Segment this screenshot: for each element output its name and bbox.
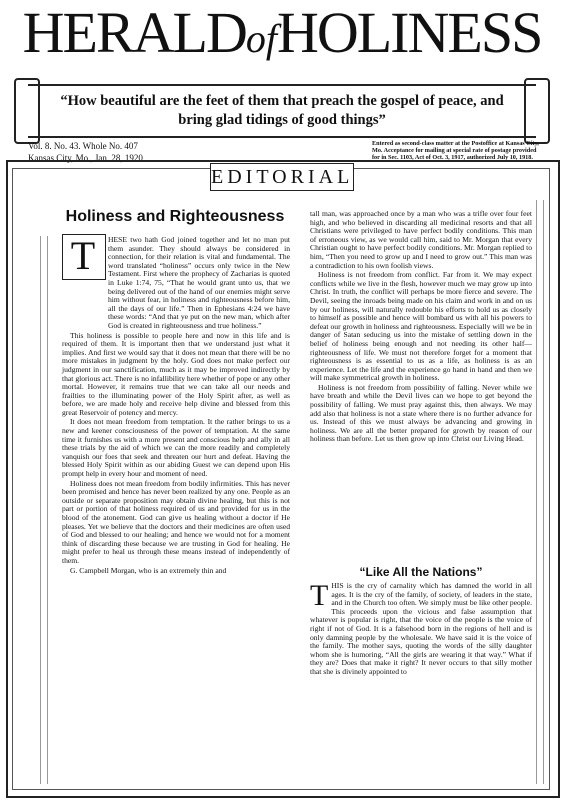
article2-title: “Like All the Nations” (359, 565, 483, 579)
masthead-of: of (245, 16, 277, 61)
article-column-1 (62, 233, 290, 576)
masthead (0, 0, 564, 68)
paragraph: HESE two hath God joined together and let no man put them asunder. They should always be considered in connection, for their relation is vital and fundamental. The word translated “holiness” occurs only twice in the New Testament. First where the prophecy of Zacharias is quoted in Luke 1:74, 75, “That he would grant unto us, that we being delivered out of the hand of our enemies might serve him without fear, in holiness and righteousness before him, all the days of our life.” Then in Ephesians 4:24 we have these words: “And that ye put on the new man, which after God is created in righteousness and true holiness.” (108, 235, 290, 330)
motto-banner (28, 84, 536, 138)
paragraph: It does not mean freedom from temptation. It the rather brings to us a new and keener consciousness of the power of temptation. At the same time it furnishes us with a more present and conscious help and ally in all these trials by the aid of which we can the more readily and completely vanquish our foes that seek and threaten our hurt and defeat. Having the blessed Holy Spirit within as our abiding Guest we can depend upon His prompt help in every hour and moment of need. (62, 417, 290, 479)
paragraph: Holiness is not freedom from possibility of falling. Never while we have breath and while the Devil lives can we hope to get beyond the possibility of falling. We must pray against this, then always. We may add also that holiness is not a state where there is no further advance for us. Instead of this we must always be advancing and growing in holiness. We are all the better prepared for growth by reason of our holiness than before. Let us then grow up into Christ our Living Head. (310, 382, 532, 444)
paragraph: G. Campbell Morgan, who is an extremely thin and (70, 565, 227, 575)
article-title: Holiness and Righteousness (65, 208, 285, 225)
left-rule (40, 236, 48, 784)
date-line: Kansas City, Mo., Jan. 28, 1920 (28, 153, 143, 163)
paragraph: tall man, was approached once by a man who was a trifle over four feet high, and who believed in discarding all medicinal resorts and that all Christians were privileged to have perfect bodily conditions. This man of erroneous view, as we would call him, said to Mr. Morgan that every Christian ought to have perfect bodily conditions. Mr. Morgan replied to him, “Then you need to grow up and I need to grow out.” This man was a contradiction to his own foolish views. (310, 209, 532, 270)
right-rule (536, 200, 544, 784)
paragraph: Holiness does not mean freedom from bodily infirmities. This has never been promised and hence has never been realized by any one. People as an outside or separate proposition may obtain divine healing, but this is not part or portion of that holiness required of us and provided for us in the blood of the atonement. God can give us healing without a doctor if He pleases. Yet we believe that the doctors and their medicines are often used of God and blessed to our healing; and hence we would not for a moment think of discarding these because we are trusting in God for healing. He might prefer to heal us through these means instead of independently of them. (62, 478, 290, 565)
issue-line: Vol. 8. No. 43. Whole No. 407 (28, 141, 138, 151)
article2-dropcap: T (310, 579, 329, 612)
masthead-right: HOLINESS (276, 0, 542, 65)
motto-text: “How beautiful are the feet of them that preach the gospel of peace, and bring glad tidings of good things” (60, 93, 504, 128)
paragraph: This holiness is possible to people here and now in this life and is required of them. It is important then that we understand just what it implies. And first we would say that it does not mean that there will be no more mistakes in judgment by the holy. God does not make perfect our judgment in our sanctification, much as it may be improved indirectly by that glorious act. There is no infallibility here whether of pope or any other mortal. However, it remains true that we can take all our needs and frailties to the illuminating power of the Holy Spirit after, as well as before, we are made holy and receive help divine and blessed from this great Reservoir of potency and mercy. (62, 330, 290, 417)
masthead-left: HERALD (22, 0, 246, 65)
article2-body (310, 579, 532, 677)
paragraph: Holiness is not freedom from conflict. Far from it. We may expect conflicts while we live in the flesh, however much we may grow up into Christ. In truth, the conflict will perhaps be more fierce and severe. The Devil, seeing the inroads being made on his claim and work in and on us by our holiness, will naturally redouble his efforts to hold us as closely to himself as possible and hence will bombard us with all his powers to defeat our growth in holiness and righteousness. Especially will we be in danger of Satan seducing us into the mistake of settling down in the belief of holiness being enough and not needing its other half—righteousness of life. We must not therefore forget for a moment that righteousness is as essential to us as a life, as holiness is as an experience. Let the life and the experience go hand in hand and then we will make symmetrical growth in holiness. (310, 270, 532, 383)
article-column-2 (310, 210, 532, 445)
article2-text: HIS is the cry of carnality which has damned the world in all ages. It is the cry of the family, of society, of leaders in the state, and in the Church too often. We simply must be like other people. This proceeds upon the vicious and false assumption that whatever is popular is right, that the voice of the people is the voice of right if not of God. It is a falsehood born in the regions of hell and is only damning people by the wholesale. We have said it is the voice of the family. The mother says, quoting the words of the silly daughter whom she is humoring, “All the girls are wearing it that way.” What if they are? Does that make it right? It never occurs to that silly mother that she is divinely appointed to (310, 581, 532, 676)
dropcap: T (70, 233, 96, 278)
postal-entry-note: Entered as second-class matter at the Postoffice at Kansas City, Mo. Acceptance for mailing at special rate of postage provided for in Sec. 1103, Act of Oct. 3, 1917, authorized July 10, 1918. (372, 140, 539, 162)
section-heading: EDITORIAL (210, 163, 354, 191)
